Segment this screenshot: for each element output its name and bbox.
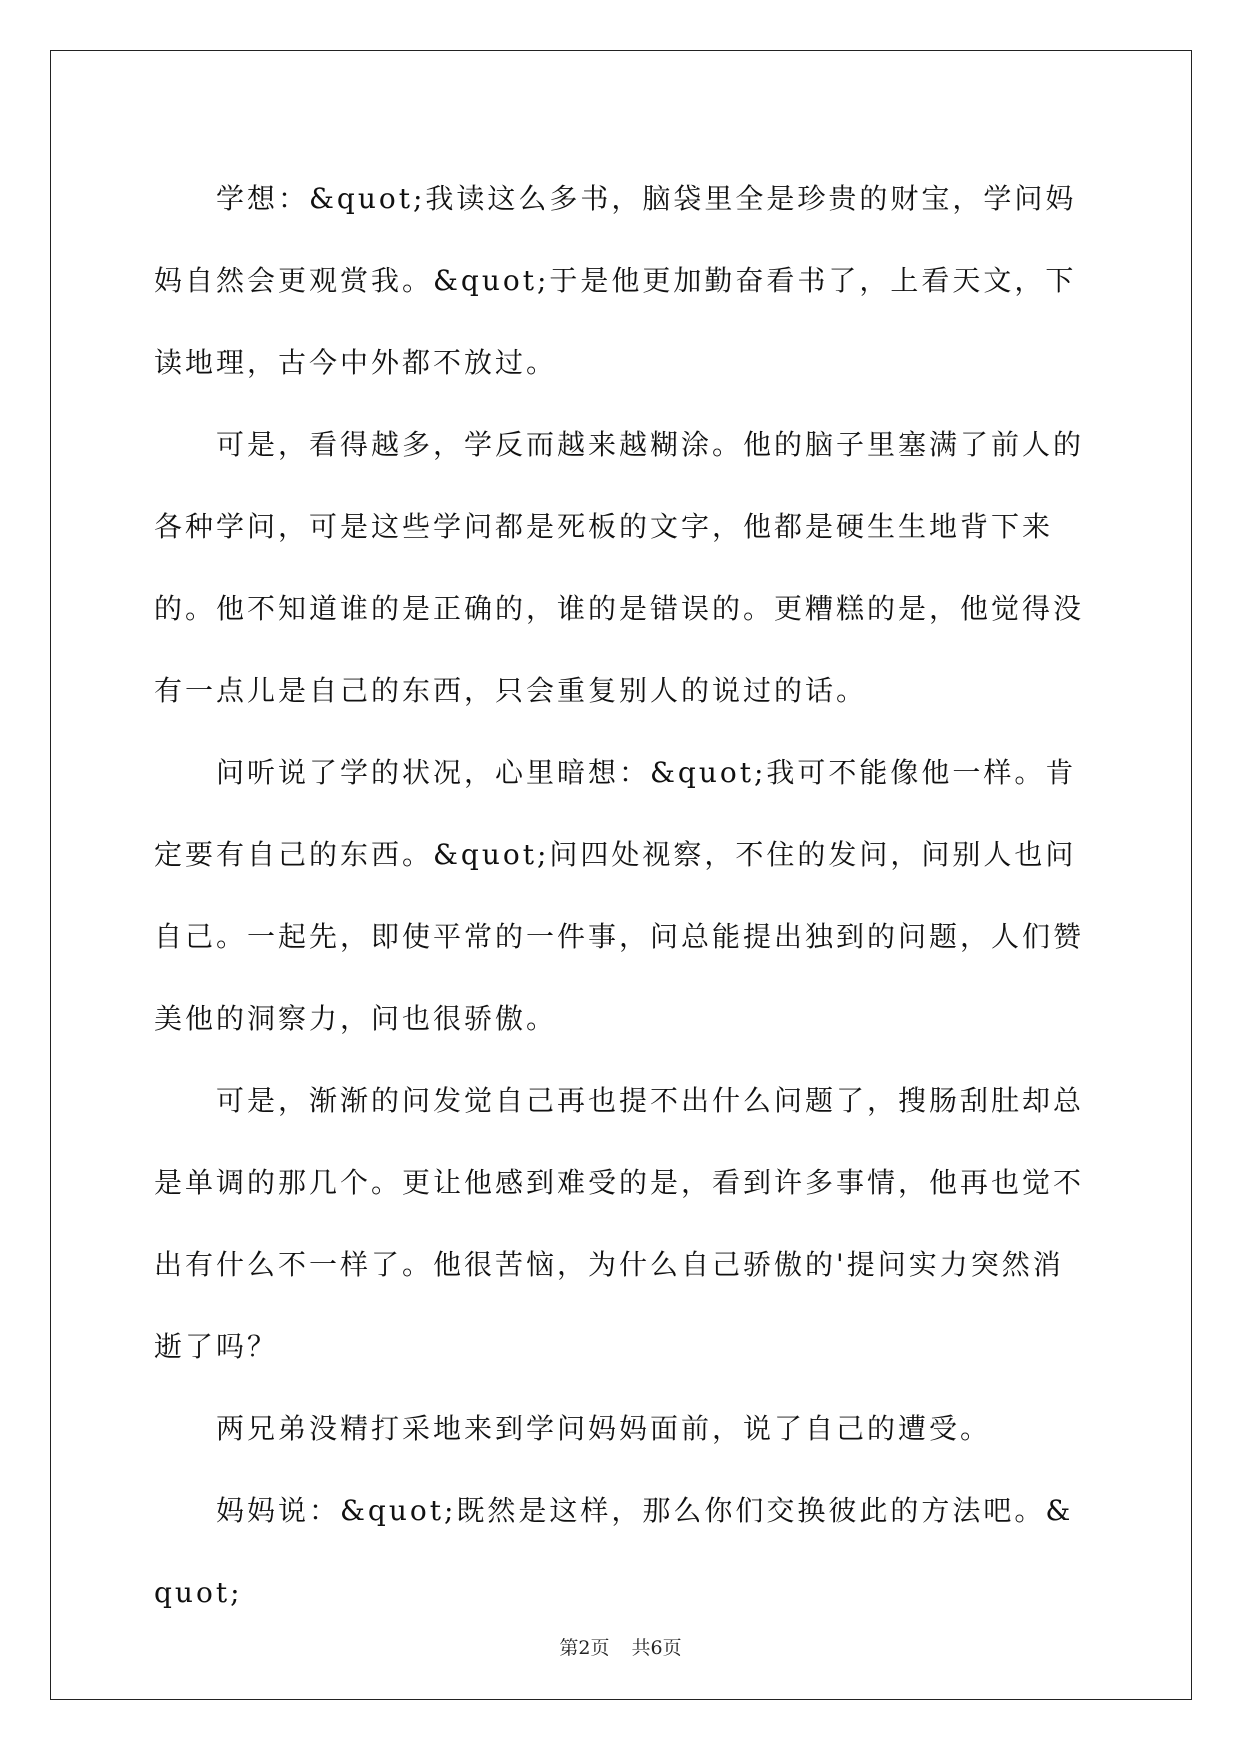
paragraph-4: 可是，渐渐的问发觉自己再也提不出什么问题了，搜肠刮肚却总是单调的那几个。更让他感到难受的是，看到许多事情，他再也觉不出有什么不一样了。他很苦恼，为什么自己骄傲的'提问实力突然消逝了吗？ [154, 1084, 1085, 1363]
paragraph-6: 妈妈说：&quot;既然是这样，那么你们交换彼此的方法吧。&quot; [154, 1494, 1074, 1609]
page-footer [0, 1633, 1241, 1660]
paragraph-3: 问听说了学的状况，心里暗想：&quot;我可不能像他一样。肯定要有自己的东西。&quot;问四处视察，不住的发问，问别人也问自己。一起先，即使平常的一件事，问总能提出独到的问题，人们赞美他的洞察力，问也很骄傲。 [154, 756, 1085, 1035]
paragraph-5: 两兄弟没精打采地来到学问妈妈面前，说了自己的遭受。 [216, 1412, 992, 1445]
document-body [154, 158, 1094, 1634]
page-total: 共6页 [631, 1637, 682, 1659]
paragraph-1: 学想：&quot;我读这么多书，脑袋里全是珍贵的财宝，学问妈妈自然会更观赏我。&quot;于是他更加勤奋看书了，上看天文，下读地理，古今中外都不放过。 [154, 182, 1077, 379]
page-number: 第2页 [559, 1637, 610, 1659]
paragraph-2: 可是，看得越多，学反而越来越糊涂。他的脑子里塞满了前人的各种学问，可是这些学问都是死板的文字，他都是硬生生地背下来的。他不知道谁的是正确的，谁的是错误的。更糟糕的是，他觉得没有一点儿是自己的东西，只会重复别人的说过的话。 [154, 428, 1085, 707]
